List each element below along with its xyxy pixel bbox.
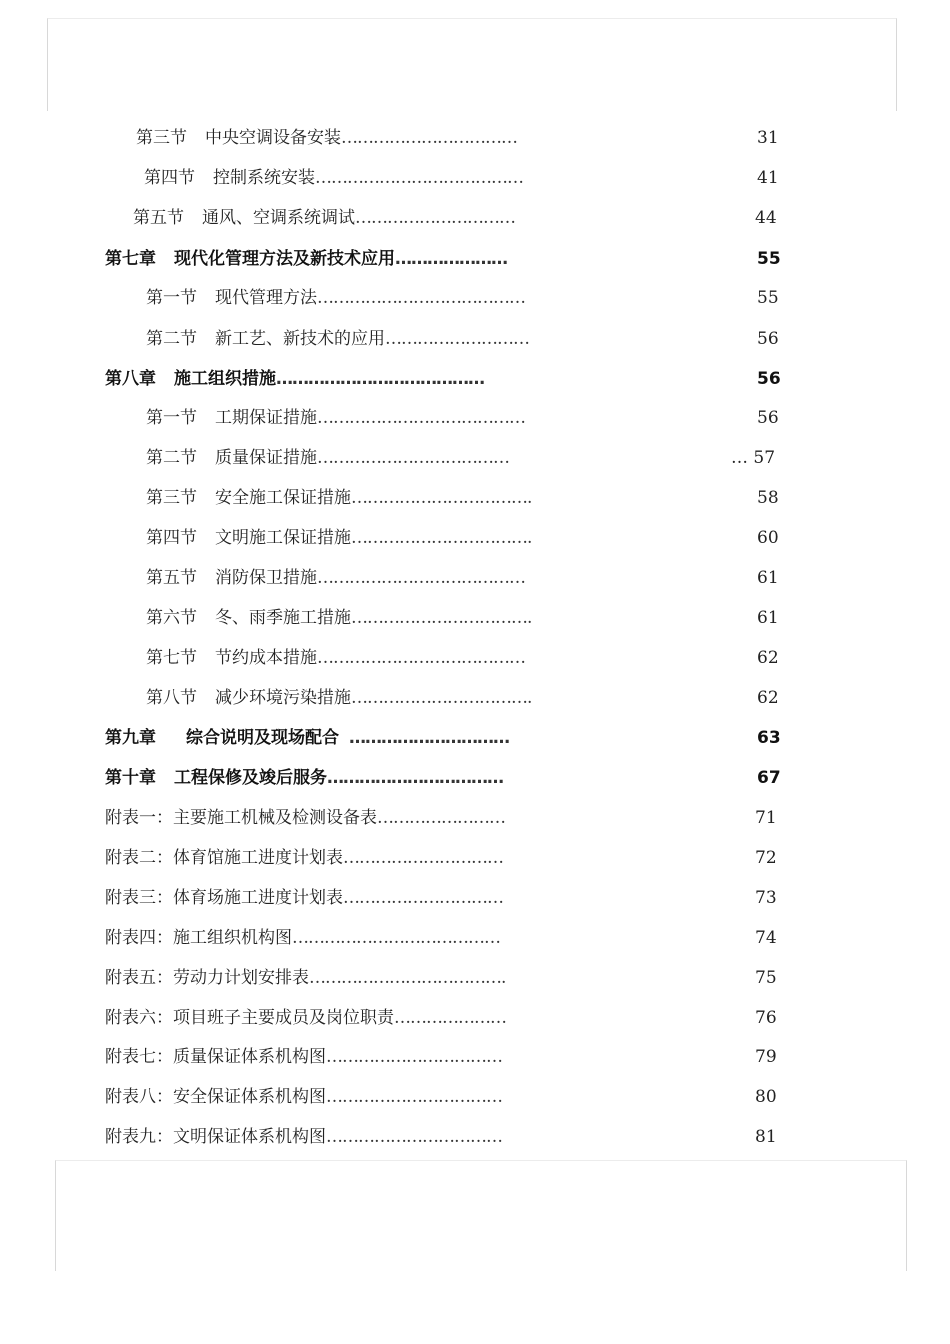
toc-leader-dots: ………………………………… bbox=[317, 408, 525, 428]
toc-page-number: 55 bbox=[757, 249, 781, 269]
toc-entry[interactable] bbox=[146, 564, 525, 592]
toc-leader-dots: ………………………… bbox=[349, 728, 509, 748]
toc-entry-number: 第三节 bbox=[136, 128, 187, 148]
toc-appendix-title: 体育馆施工进度计划表 bbox=[173, 848, 343, 868]
toc-entry[interactable] bbox=[146, 644, 525, 672]
toc-page-number: 81 bbox=[755, 1127, 777, 1147]
toc-leader-dots: ……………………………. bbox=[351, 608, 532, 628]
toc-page-number: 31 bbox=[757, 128, 779, 148]
toc-appendix-number: 附表三： bbox=[105, 888, 173, 908]
toc-entry[interactable] bbox=[146, 684, 531, 712]
toc-entry-title: 工期保证措施 bbox=[215, 408, 317, 428]
toc-chapter-entry[interactable] bbox=[105, 724, 509, 752]
toc-page-number: 61 bbox=[757, 608, 779, 628]
toc-appendix-entry[interactable] bbox=[105, 964, 505, 992]
toc-page-number: 76 bbox=[755, 1008, 777, 1028]
toc-entry-title: 减少环境污染措施 bbox=[215, 688, 351, 708]
toc-entry-number: 第二节 bbox=[146, 329, 197, 349]
toc-chapter-number: 第七章 bbox=[105, 249, 156, 269]
toc-entry-number: 第一节 bbox=[146, 288, 197, 308]
toc-entry[interactable] bbox=[146, 604, 531, 632]
toc-page-number: 62 bbox=[757, 648, 779, 668]
toc-chapter-number: 第八章 bbox=[105, 369, 156, 389]
toc-appendix-title: 文明保证体系机构图 bbox=[173, 1127, 326, 1147]
toc-appendix-number: 附表五： bbox=[105, 968, 173, 988]
toc-entry-number: 第八节 bbox=[146, 688, 197, 708]
toc-chapter-title: 施工组织措施 bbox=[174, 369, 276, 389]
toc-leader-dots: ……………………………… bbox=[317, 448, 509, 468]
toc-chapter-number: 第十章 bbox=[105, 768, 156, 788]
toc-leader-dots: ………………………………. bbox=[309, 968, 506, 988]
toc-leader-dots: ………………………… bbox=[355, 208, 515, 228]
toc-page-number: 61 bbox=[757, 568, 779, 588]
toc-leader-dots: ……………………… bbox=[385, 329, 529, 349]
toc-page-number: 74 bbox=[755, 928, 777, 948]
toc-appendix-title: 施工组织机构图 bbox=[173, 928, 292, 948]
toc-leader-dots: …………………… bbox=[377, 808, 505, 828]
toc-appendix-number: 附表八： bbox=[105, 1087, 173, 1107]
toc-appendix-entry[interactable] bbox=[105, 1083, 502, 1111]
toc-page-number: 80 bbox=[755, 1087, 777, 1107]
toc-leader-dots: ………………………………… bbox=[276, 369, 484, 389]
toc-leader-dots: ………………… bbox=[395, 249, 507, 269]
toc-entry-number: 第五节 bbox=[146, 568, 197, 588]
toc-appendix-title: 质量保证体系机构图 bbox=[173, 1047, 326, 1067]
toc-page-number: 56 bbox=[757, 369, 781, 389]
toc-entry-number: 第六节 bbox=[146, 608, 197, 628]
toc-leader-dots: ……………………………. bbox=[351, 488, 532, 508]
toc-leader-dots: …………………………… bbox=[326, 1087, 502, 1107]
toc-appendix-title: 主要施工机械及检测设备表 bbox=[173, 808, 377, 828]
toc-appendix-number: 附表六： bbox=[105, 1008, 173, 1028]
toc-entry-title: 文明施工保证措施 bbox=[215, 528, 351, 548]
toc-leader-dots: ……………………………. bbox=[351, 528, 532, 548]
toc-entry-title: 消防保卫措施 bbox=[215, 568, 317, 588]
toc-leader-dots: …………………………… bbox=[326, 1127, 502, 1147]
toc-entry-title: 质量保证措施 bbox=[215, 448, 317, 468]
toc-leader-dots: ………………………………… bbox=[315, 168, 523, 188]
toc-page-number: 63 bbox=[757, 728, 781, 748]
toc-leader-dots: …………………………… bbox=[341, 128, 517, 148]
toc-entry-number: 第四节 bbox=[144, 168, 195, 188]
toc-entry-number: 第五节 bbox=[133, 208, 184, 228]
toc-chapter-entry[interactable] bbox=[105, 764, 503, 792]
toc-appendix-number: 附表一： bbox=[105, 808, 173, 828]
toc-page-number: 79 bbox=[755, 1047, 777, 1067]
toc-entry-title: 控制系统安装 bbox=[213, 168, 315, 188]
toc-appendix-title: 项目班子主要成员及岗位职责 bbox=[173, 1008, 394, 1028]
toc-page-number: 58 bbox=[757, 488, 779, 508]
toc-entry[interactable] bbox=[146, 484, 531, 512]
toc-entry-number: 第四节 bbox=[146, 528, 197, 548]
toc-entry[interactable] bbox=[136, 124, 517, 152]
toc-appendix-number: 附表二： bbox=[105, 848, 173, 868]
toc-appendix-number: 附表九： bbox=[105, 1127, 173, 1147]
toc-leader-dots: …………………………… bbox=[326, 1047, 502, 1067]
toc-entry-title: 中央空调设备安装 bbox=[205, 128, 341, 148]
toc-entry-title: 通风、空调系统调试 bbox=[202, 208, 355, 228]
toc-page-number: 67 bbox=[757, 768, 781, 788]
toc-entry-number: 第一节 bbox=[146, 408, 197, 428]
toc-page-number: 41 bbox=[757, 168, 779, 188]
toc-page-number bbox=[731, 444, 775, 472]
toc-page-number: 60 bbox=[757, 528, 779, 548]
toc-leader-dots: ………………………… bbox=[343, 888, 503, 908]
toc-chapter-title: 工程保修及竣后服务 bbox=[174, 768, 327, 788]
toc-page-number: 71 bbox=[755, 808, 777, 828]
toc-appendix-number: 附表四： bbox=[105, 928, 173, 948]
toc-leader-dots: ………………………………… bbox=[317, 568, 525, 588]
toc-chapter-title: 现代化管理方法及新技术应用 bbox=[174, 249, 395, 269]
toc-page-number: 73 bbox=[755, 888, 777, 908]
toc-entry[interactable] bbox=[133, 204, 515, 232]
toc-entry[interactable] bbox=[146, 284, 525, 312]
toc-chapter-entry[interactable] bbox=[105, 245, 507, 273]
toc-entry-title: 安全施工保证措施 bbox=[215, 488, 351, 508]
toc-appendix-title: 安全保证体系机构图 bbox=[173, 1087, 326, 1107]
toc-appendix-entry[interactable] bbox=[105, 924, 500, 952]
toc-entry-number: 第二节 bbox=[146, 448, 197, 468]
toc-appendix-entry[interactable] bbox=[105, 1123, 502, 1151]
toc-page-number: 62 bbox=[757, 688, 779, 708]
toc-entry-number: 第三节 bbox=[146, 488, 197, 508]
toc-page-number: 44 bbox=[755, 208, 777, 228]
toc-leader-dots: ……………………………. bbox=[351, 688, 532, 708]
toc-chapter-title: 综合说明及现场配合 bbox=[186, 728, 339, 748]
toc-leader-dots: ………………………… bbox=[343, 848, 503, 868]
toc-page-number: 75 bbox=[755, 968, 777, 988]
toc-leader-dots: ………………………………… bbox=[317, 288, 525, 308]
toc-appendix-title: 体育场施工进度计划表 bbox=[173, 888, 343, 908]
toc-entry-number: 第七节 bbox=[146, 648, 197, 668]
toc-leader-dots-tail: … bbox=[731, 448, 748, 468]
toc-leader-dots: ………………………………… bbox=[292, 928, 500, 948]
toc-leader-dots: ………………………………… bbox=[317, 648, 525, 668]
toc-page-number: 56 bbox=[757, 408, 779, 428]
toc-entry[interactable] bbox=[146, 444, 509, 472]
toc-appendix-entry[interactable] bbox=[105, 884, 503, 912]
toc-page-number: 72 bbox=[755, 848, 777, 868]
toc-appendix-entry[interactable] bbox=[105, 804, 505, 832]
toc-entry-title: 现代管理方法 bbox=[215, 288, 317, 308]
toc-entry[interactable] bbox=[146, 524, 531, 552]
toc-leader-dots: ………………… bbox=[394, 1008, 506, 1028]
toc-appendix-title: 劳动力计划安排表 bbox=[173, 968, 309, 988]
toc-appendix-entry[interactable] bbox=[105, 1004, 506, 1032]
toc-entry-title: 冬、雨季施工措施 bbox=[215, 608, 351, 628]
toc-page-value: 57 bbox=[753, 448, 776, 468]
toc-appendix-entry[interactable] bbox=[105, 1043, 502, 1071]
toc-leader-dots: …………………………… bbox=[327, 768, 503, 788]
toc-entry-title: 新工艺、新技术的应用 bbox=[215, 329, 385, 349]
toc-entry[interactable] bbox=[144, 164, 523, 192]
toc-page-number: 55 bbox=[757, 288, 779, 308]
toc-entry[interactable] bbox=[146, 404, 525, 432]
toc-chapter-entry[interactable] bbox=[105, 365, 484, 393]
toc-chapter-number: 第九章 bbox=[105, 728, 156, 748]
toc-appendix-number: 附表七： bbox=[105, 1047, 173, 1067]
toc-entry-title: 节约成本措施 bbox=[215, 648, 317, 668]
toc-appendix-entry[interactable] bbox=[105, 844, 503, 872]
toc-entry[interactable] bbox=[146, 325, 529, 353]
toc-page-number: 56 bbox=[757, 329, 779, 349]
